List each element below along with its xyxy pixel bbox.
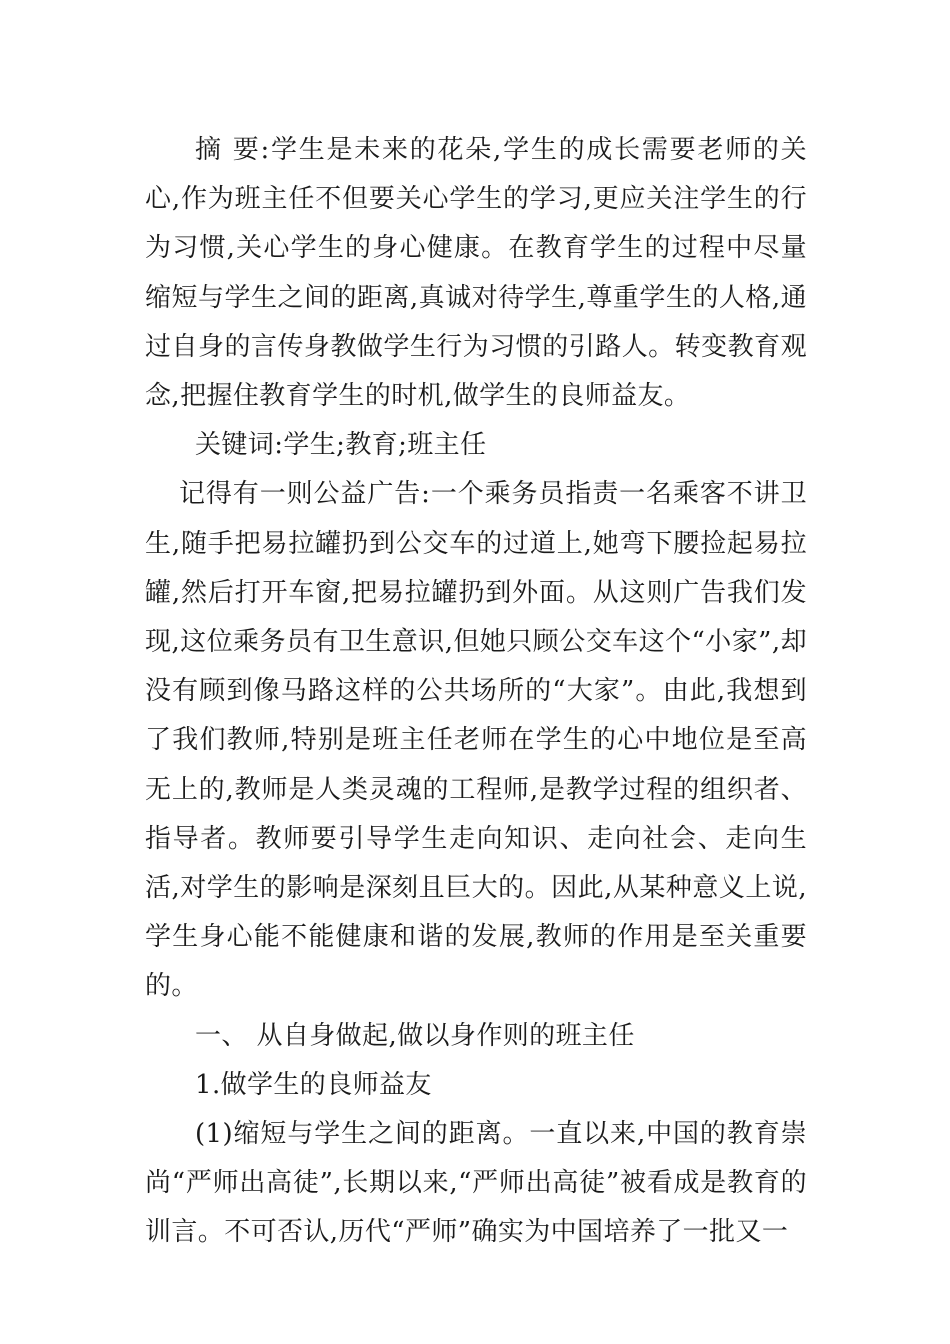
keywords-line: 关键词:学生;教育;班主任 bbox=[195, 430, 487, 461]
document-body bbox=[145, 126, 807, 1258]
abstract-paragraph: 摘 要:学生是未来的花朵,学生的成长需要老师的关心,作为班主任不但要关心学生的学习,更应关注学生的行为习惯,关心学生的身心健康。在教育学生的过程中尽量缩短与学生之间的距离,真诚对待学生,尊重学生的人格,通过自身的言传身教做学生行为习惯的引路人。转变教育观念,把握住教育学生的时机,做学生的良师益友。 bbox=[145, 135, 807, 412]
body-paragraph: (1)缩短与学生之间的距离。一直以来,中国的教育崇尚“严师出高徒”,长期以来,“严师出高徒”被看成是教育的训言。不可否认,历代“严师”确实为中国培养了一批又一 bbox=[145, 1119, 807, 1248]
intro-paragraph: 记得有一则公益广告:一个乘务员指责一名乘客不讲卫生,随手把易拉罐扔到公交车的过道上,她弯下腰捡起易拉罐,然后打开车窗,把易拉罐扔到外面。从这则广告我们发现,这位乘务员有卫生意识,但她只顾公交车这个“小家”,却没有顾到像马路这样的公共场所的“大家”。由此,我想到了我们教师,特别是班主任老师在学生的心中地位是至高无上的,教师是人类灵魂的工程师,是教学过程的组织者、指导者。教师要引导学生走向知识、走向社会、走向生活,对学生的影响是深刻且巨大的。因此,从某种意义上说,学生身心能不能健康和谐的发展,教师的作用是至关重要的。 bbox=[145, 479, 807, 1002]
section-heading: 一、 从自身做起,做以身作则的班主任 bbox=[195, 1020, 635, 1051]
subsection-heading: 1.做学生的良师益友 bbox=[195, 1069, 432, 1100]
